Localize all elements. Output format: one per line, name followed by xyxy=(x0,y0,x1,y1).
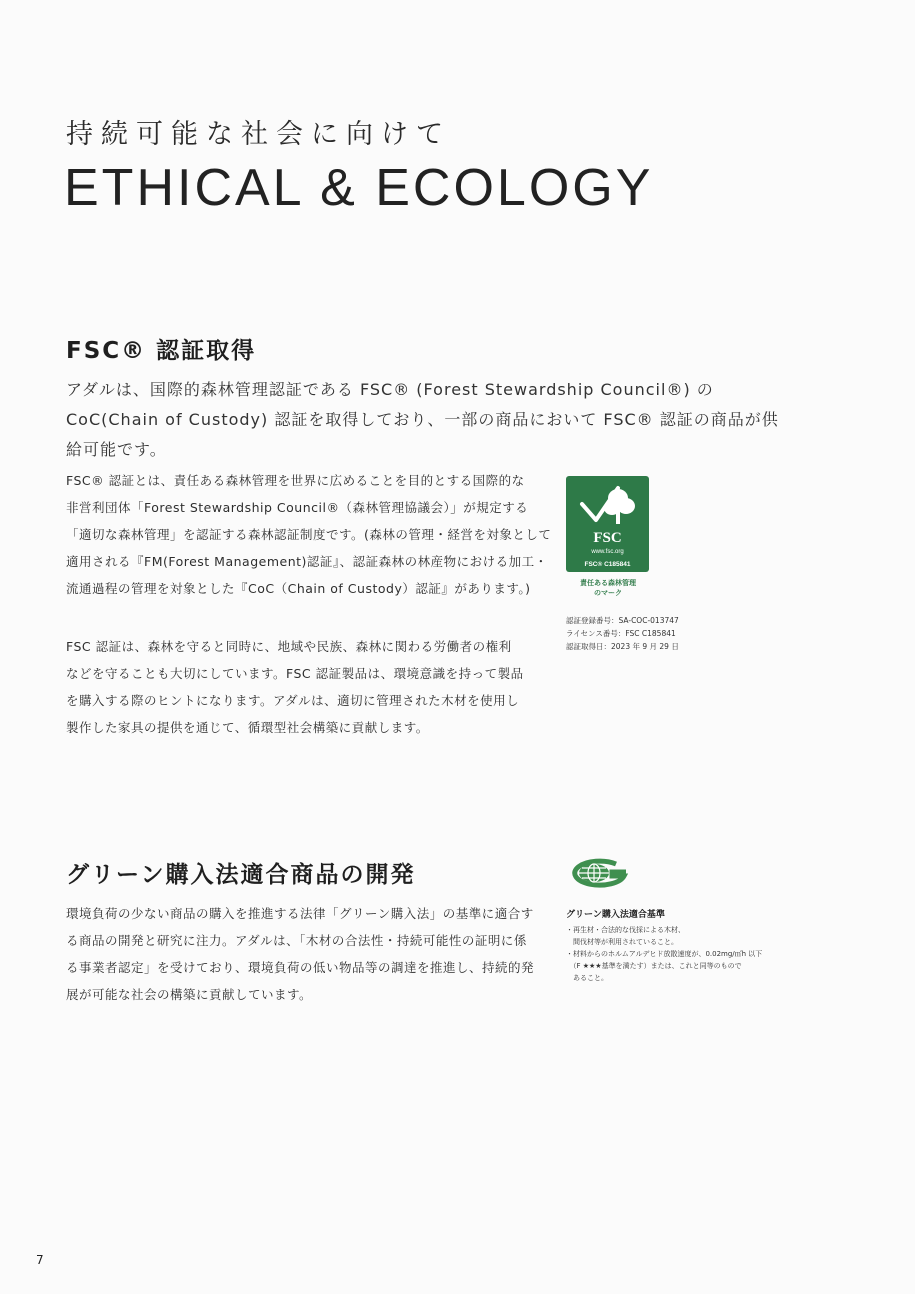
green-purchasing-section-heading: グリーン購入法適合商品の開発 xyxy=(66,862,416,888)
text-line: 環境負荷の少ない商品の購入を推進する法律「グリーン購入法」の基準に適合す xyxy=(66,906,534,921)
text-line: 製作した家具の提供を通じて、循環型社会構築に貢献します。 xyxy=(66,720,429,735)
text-line: などを守ることも大切にしています。FSC 認証製品は、環境意識を持って製品 xyxy=(66,666,524,681)
green-purchasing-logo xyxy=(568,858,628,888)
green-criteria-list xyxy=(566,924,762,984)
text-line: 展が可能な社会の構築に貢献しています。 xyxy=(66,987,313,1002)
cert-registration-number: 認証登録番号：SA-COC-013747 xyxy=(566,616,679,625)
text-line: FSC® 認証とは、責任ある森林管理を世界に広めることを目的とする国際的な xyxy=(66,473,525,488)
green-criteria-heading: グリーン購入法適合基準 xyxy=(566,910,665,920)
fsc-lead-paragraph: アダルは、国際的森林管理認証である FSC® (Forest Stewardship Council®) の CoC(Chain of Custody) 認証を取得しており、一部の商品において FSC® 認証の商品が供給可能です。 xyxy=(66,380,779,459)
criteria-line: （F ★★★基準を満たす）または、これと同等のもので xyxy=(566,962,742,970)
text-line: 流通過程の管理を対象とした『CoC（Chain of Custody）認証』があります。) xyxy=(66,581,531,596)
fsc-logo-caption xyxy=(566,578,650,598)
cert-license-number: ライセンス番号：FSC C185841 xyxy=(566,629,676,638)
text-line: 非営利団体「Forest Stewardship Council®（森林管理協議会）」が規定する xyxy=(66,500,529,515)
fsc-section-heading: FSC® 認証取得 xyxy=(66,338,257,364)
fsc-body-paragraph-2 xyxy=(66,633,524,741)
criteria-line: あること。 xyxy=(566,974,608,982)
text-line: る事業者認定」を受けており、環境負荷の低い物品等の調達を推進し、持続的発 xyxy=(66,960,535,975)
page-subtitle: 持続可能な社会に向けて xyxy=(66,119,451,150)
page-title: ETHICAL & ECOLOGY xyxy=(64,159,654,217)
fsc-logo-name: FSC xyxy=(593,530,622,546)
fsc-body-paragraph-1 xyxy=(66,467,552,602)
fsc-logo-url: www.fsc.org xyxy=(591,549,624,555)
cert-date: 認証取得日：2023 年 9 月 29 日 xyxy=(566,642,679,651)
criteria-line: 間伐材等が利用されていること。 xyxy=(566,938,678,946)
criteria-line: ・再生材・合法的な伐採による木材、 xyxy=(566,926,685,934)
fsc-logo xyxy=(566,476,649,572)
fsc-certification-info xyxy=(566,614,679,653)
caption-line: 責任ある森林管理 xyxy=(580,579,636,587)
fsc-tree-check-icon xyxy=(566,476,649,572)
globe-g-icon xyxy=(568,858,628,888)
fsc-logo-license: FSC® C185841 xyxy=(584,561,631,568)
text-line: FSC 認証は、森林を守ると同時に、地域や民族、森林に関わる労働者の権利 xyxy=(66,639,512,654)
caption-line: のマーク xyxy=(594,589,622,597)
page-number: 7 xyxy=(36,1253,44,1267)
text-line: る商品の開発と研究に注力。アダルは、「木材の合法性・持続可能性の証明に係 xyxy=(66,933,527,948)
text-line: 「適切な森林管理」を認証する森林認証制度です。(森林の管理・経営を対象として xyxy=(66,527,552,542)
green-purchasing-body xyxy=(66,900,535,1008)
criteria-line: ・材料からのホルムアルデヒド放散速度が、0.02mg/㎡h 以下 xyxy=(566,950,763,958)
text-line: を購入する際のヒントになります。アダルは、適切に管理された木材を使用し xyxy=(66,693,520,708)
text-line: 適用される『FM(Forest Management)認証』、認証森林の林産物における加工・ xyxy=(66,554,548,569)
